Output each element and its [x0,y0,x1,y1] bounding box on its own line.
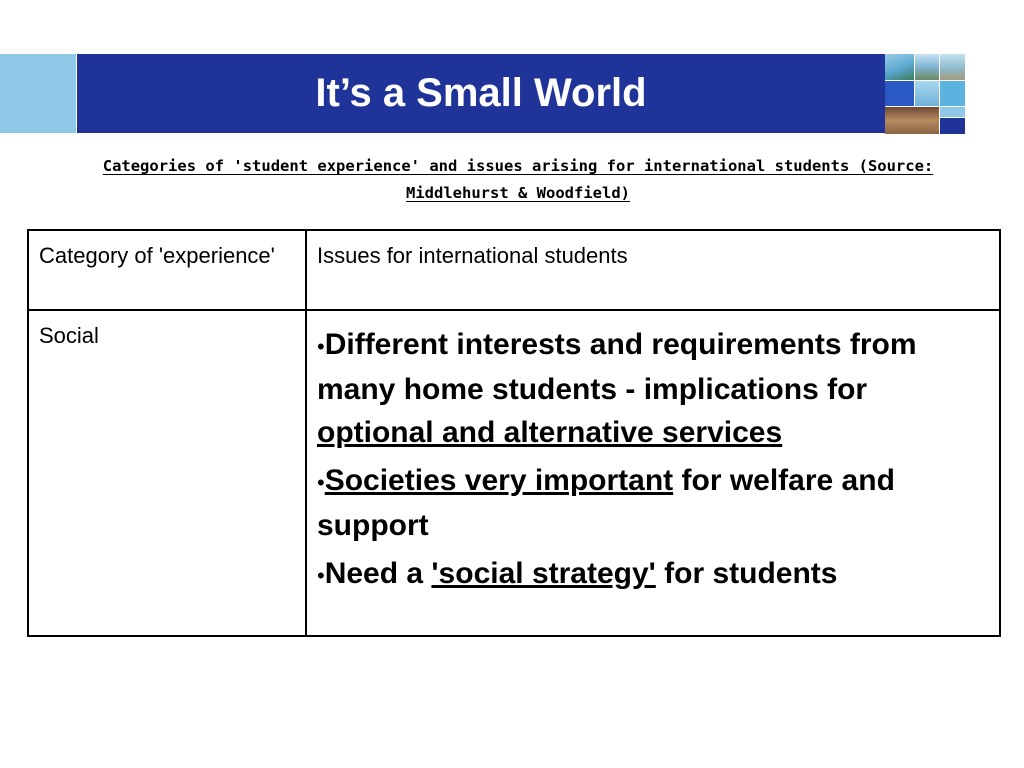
issue-text: Different interests and requirements from many home students - implications for [317,328,917,406]
list-item [317,459,989,547]
column-header-category: Category of 'experience' [28,230,306,310]
bullet-icon: • [317,334,325,359]
issue-emphasis: optional and alternative services [317,416,783,449]
photo-tile [915,54,939,80]
column-header-issues: Issues for international students [306,230,1000,310]
categories-table [27,229,1001,637]
issue-text: for students [655,557,838,590]
issue-text: for welfare and support [317,464,895,542]
color-tile [885,81,914,106]
category-cell: Social [28,310,306,636]
color-tile [940,107,965,117]
issue-emphasis: Societies very important [324,464,674,497]
color-tile [940,118,965,134]
photo-tile [885,107,939,134]
bullet-icon: • [317,563,325,588]
table-row [28,310,1000,636]
photo-tile [940,54,965,80]
issues-cell [306,310,1000,636]
issue-emphasis: 'social strategy' [431,557,656,590]
color-tile [940,81,965,106]
photo-tile [915,81,939,106]
photo-tile [885,54,914,80]
list-item [317,552,989,597]
photo-collage-icon [885,52,965,134]
slide-title: It’s a Small World [315,71,647,115]
header-accent-block [0,54,76,133]
list-item [317,323,989,454]
table-header-row [28,230,1000,310]
issue-text: Need a [324,557,432,590]
slide-subtitle: Categories of 'student experience' and issues arising for international students (Source: Middlehurst & Woodfield) [102,157,934,202]
bullet-icon: • [317,470,325,495]
issues-list [317,323,989,597]
